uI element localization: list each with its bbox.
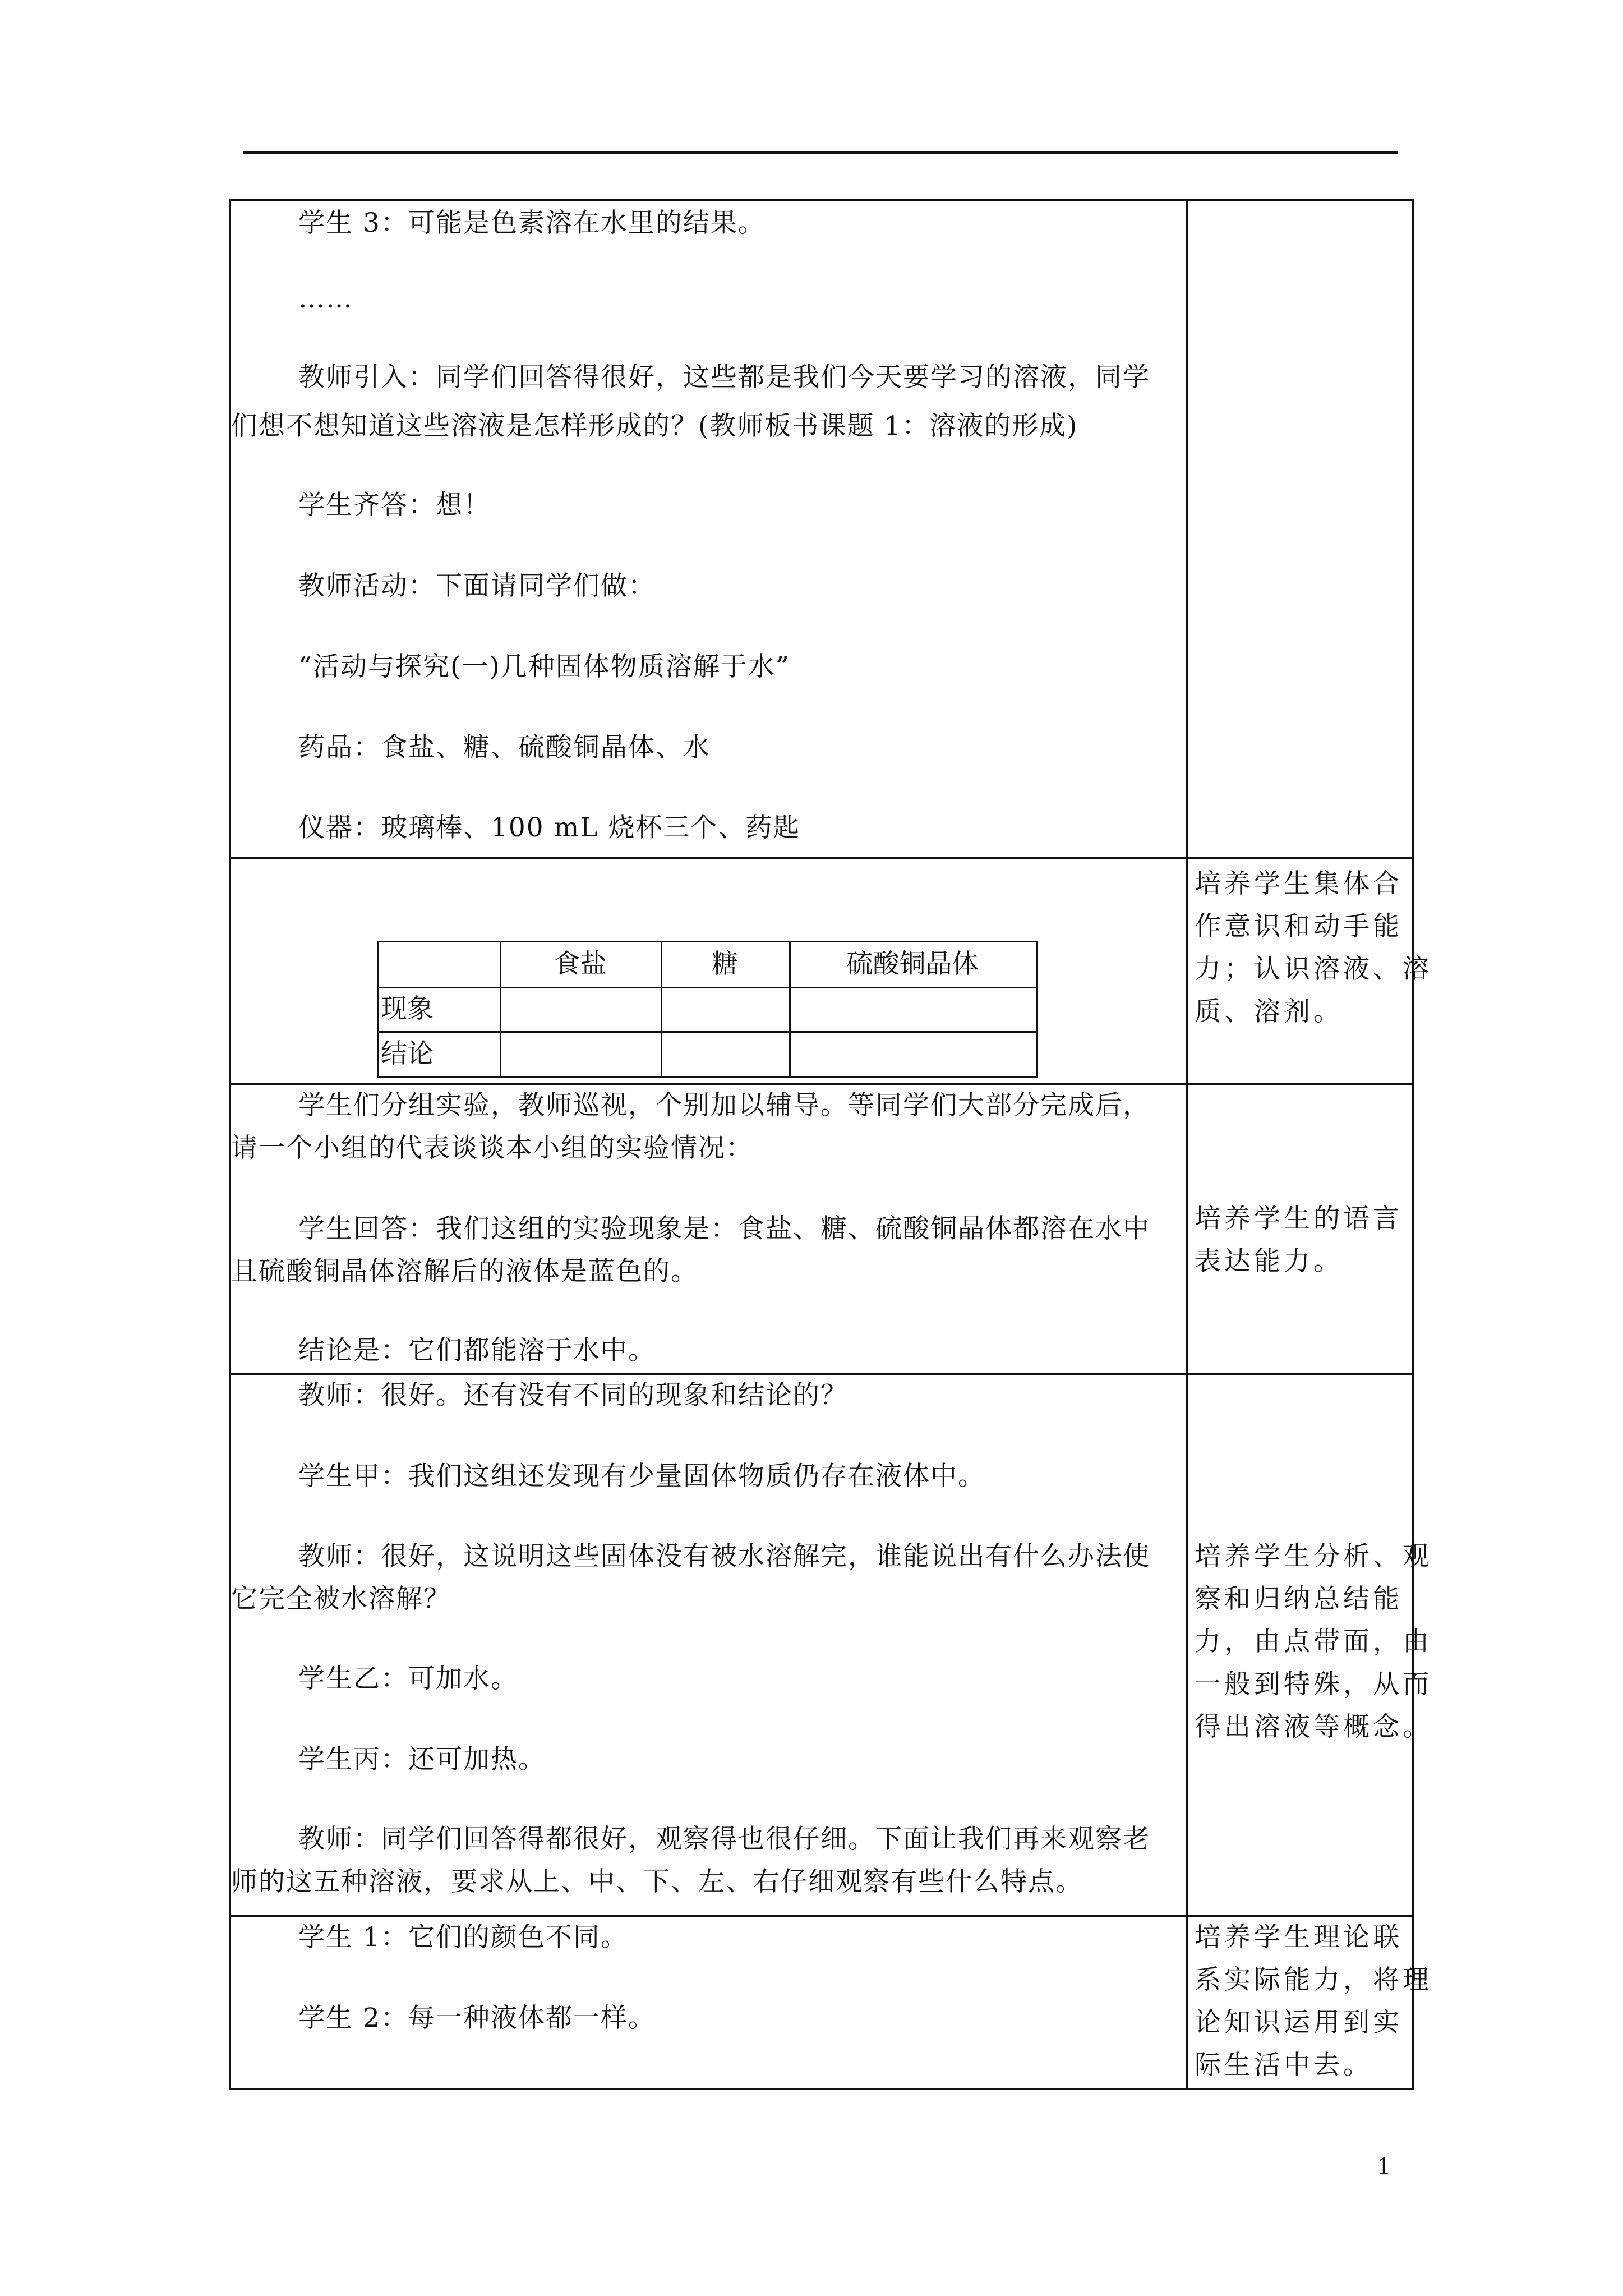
goal-text: 培养学生分析、观 察和归纳总结能 力，由点带面，由 一般到特殊，从而 得出溶液等概念。 [1195, 1541, 1432, 1742]
text-line: 教师：很好。还有没有不同的现象和结论的？ [298, 1380, 848, 1411]
text-line: 药品：食盐、糖、硫酸铜晶体、水 [298, 732, 711, 763]
table-border-top [229, 199, 1414, 201]
text-line: 们想不想知道这些溶液是怎样形成的？(教师板书课题 1：溶液的形成) [231, 411, 1078, 441]
table-border-bottom [229, 2088, 1414, 2090]
goal-text: 培养学生理论联 系实际能力，将理 论知识运用到实 际生活中去。 [1195, 1922, 1432, 2081]
table-header-cell: 糖 [712, 949, 738, 979]
table-row-label: 结论 [381, 1038, 434, 1069]
lesson-table [229, 199, 1432, 2090]
text-line: 学生们分组实验，教师巡视，个别加以辅导。等同学们大部分完成后， [298, 1090, 1150, 1121]
text-line: 教师：很好，这说明这些固体没有被水溶解完，谁能说出有什么办法使 [298, 1541, 1150, 1572]
row-divider [229, 857, 1414, 859]
text-line: 学生乙：可加水。 [298, 1663, 518, 1694]
table-row-label: 现象 [381, 993, 434, 1024]
text-line: 学生 1：它们的颜色不同。 [298, 1922, 628, 1953]
goal-text: 培养学生的语言 表达能力。 [1195, 1203, 1403, 1277]
text-line: 教师：同学们回答得都很好，观察得也很仔细。下面让我们再来观察老 [298, 1824, 1150, 1855]
text-line: “活动与探究(一)几种固体物质溶解于水” [298, 651, 790, 682]
table-header-cell: 硫酸铜晶体 [846, 949, 979, 979]
table-border-right [1412, 199, 1414, 2090]
table-header-cell: 食盐 [554, 949, 607, 979]
text-line: 学生 3：可能是色素溶在水里的结果。 [298, 208, 766, 238]
text-line: 学生丙：还可加热。 [298, 1744, 546, 1775]
text-line: 请一个小组的代表谈谈本小组的实验情况： [231, 1133, 753, 1163]
text-line: 且硫酸铜晶体溶解后的液体是蓝色的。 [231, 1256, 698, 1287]
header-rule [243, 151, 1398, 154]
table-column-divider [1186, 199, 1188, 2090]
text-line: 学生甲：我们这组还发现有少量固体物质仍存在液体中。 [298, 1461, 985, 1492]
text-line: 师的这五种溶液，要求从上、中、下、左、右仔细观察有些什么特点。 [231, 1866, 1083, 1897]
text-line: 教师活动：下面请同学们做： [298, 570, 656, 601]
text-line: 仪器：玻璃棒、100 mL 烧杯三个、药匙 [298, 812, 801, 843]
observation-table [377, 941, 1038, 1078]
text-line: 学生齐答：想！ [298, 490, 491, 521]
text-line: …… [298, 283, 353, 314]
text-line: 学生回答：我们这组的实验现象是：食盐、糖、硫酸铜晶体都溶在水中 [298, 1213, 1150, 1244]
text-line: 它完全被水溶解？ [231, 1584, 451, 1614]
text-line: 学生 2：每一种液体都一样。 [298, 2003, 656, 2033]
text-line: 教师引入：同学们回答得很好，这些都是我们今天要学习的溶液，同学 [298, 362, 1150, 393]
page-number: 1 [1377, 2154, 1391, 2180]
text-line: 结论是：它们都能溶于水中。 [298, 1335, 656, 1366]
goal-text: 培养学生集体合 作意识和动手能 力；认识溶液、溶 质、溶剂。 [1195, 868, 1432, 1027]
